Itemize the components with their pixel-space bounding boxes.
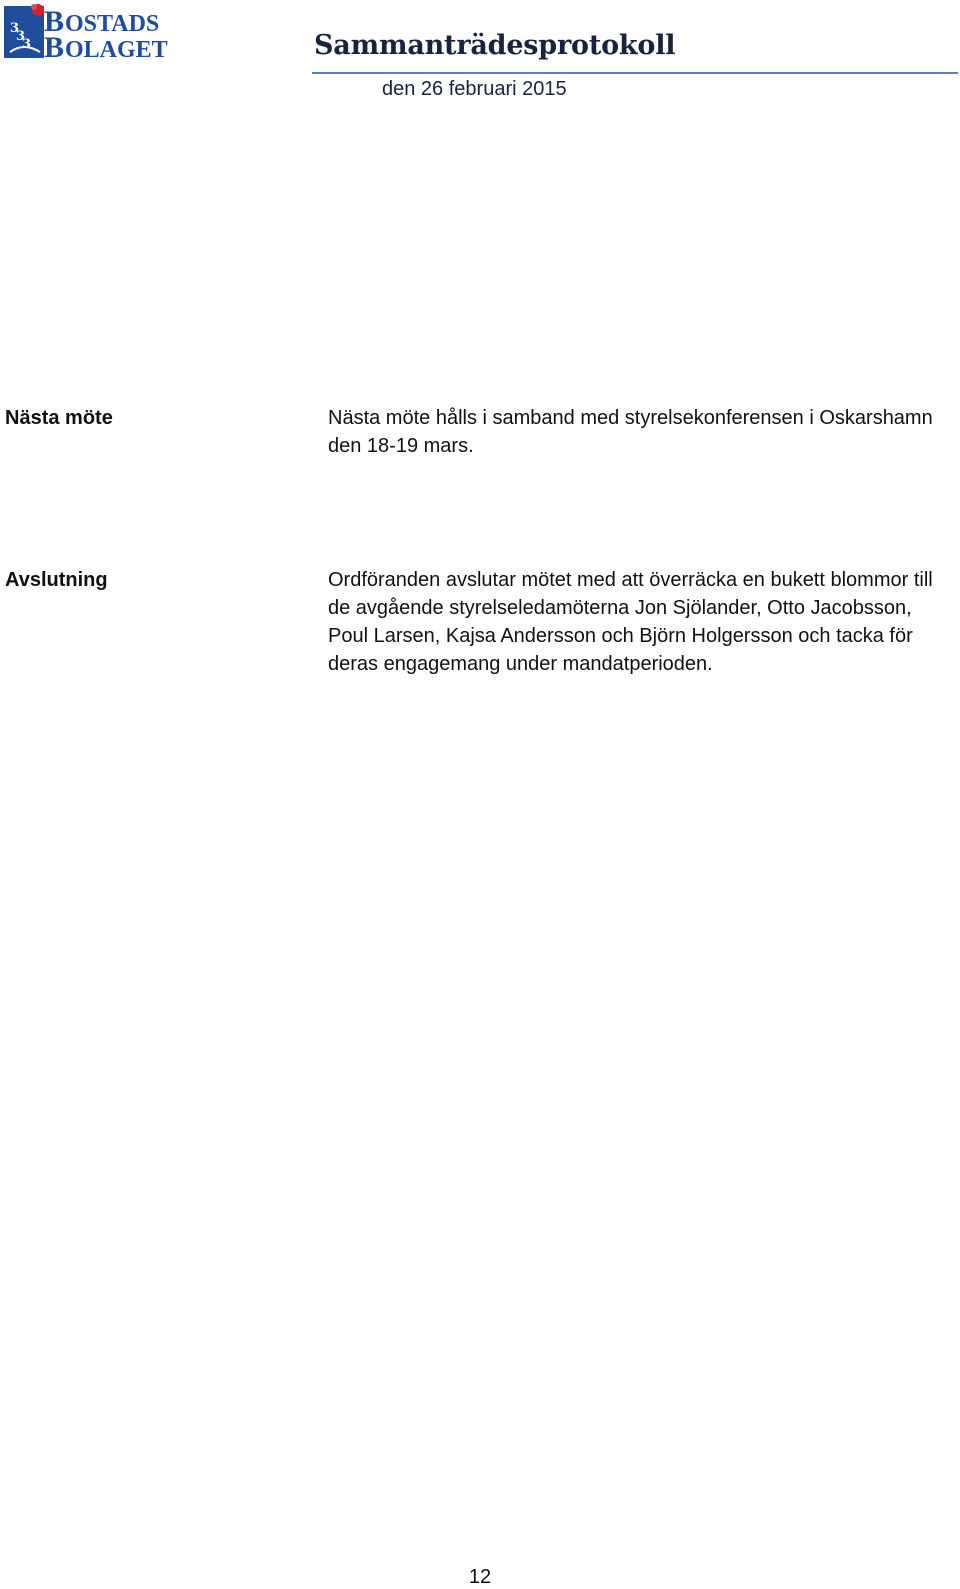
document-date: den 26 februari 2015 <box>382 78 567 100</box>
section-text-avslutning: Ordföranden avslutar mötet med att överräcka en bukett blommor till de avgående styrelseledamöterna Jon Sjölander, Otto Jacobsson, Poul Larsen, Kajsa Andersson och Björn Holgersson och tacka för deras engagemang under mandatperioden. <box>328 569 933 675</box>
page-number: 12 <box>468 1566 492 1588</box>
section-label-avslutning: Avslutning <box>5 569 108 591</box>
section-text-nasta-mote: Nästa möte hålls i samband med styrelsekonferensen i Oskarshamn den 18-19 mars. <box>328 407 933 457</box>
svg-text:3: 3 <box>22 37 32 52</box>
bostadsbolaget-logo-icon <box>4 2 200 60</box>
svg-text:3: 3 <box>10 21 20 36</box>
svg-text:B: B <box>44 5 65 38</box>
svg-text:OLAGET: OLAGET <box>65 37 168 60</box>
svg-text:B: B <box>44 31 65 60</box>
svg-text:3: 3 <box>16 29 26 44</box>
svg-text:OSTADS: OSTADS <box>65 11 160 37</box>
document-title: Sammanträdesprotokoll <box>314 30 676 61</box>
section-label-nasta-mote: Nästa möte <box>5 407 113 429</box>
header-divider <box>312 72 958 74</box>
